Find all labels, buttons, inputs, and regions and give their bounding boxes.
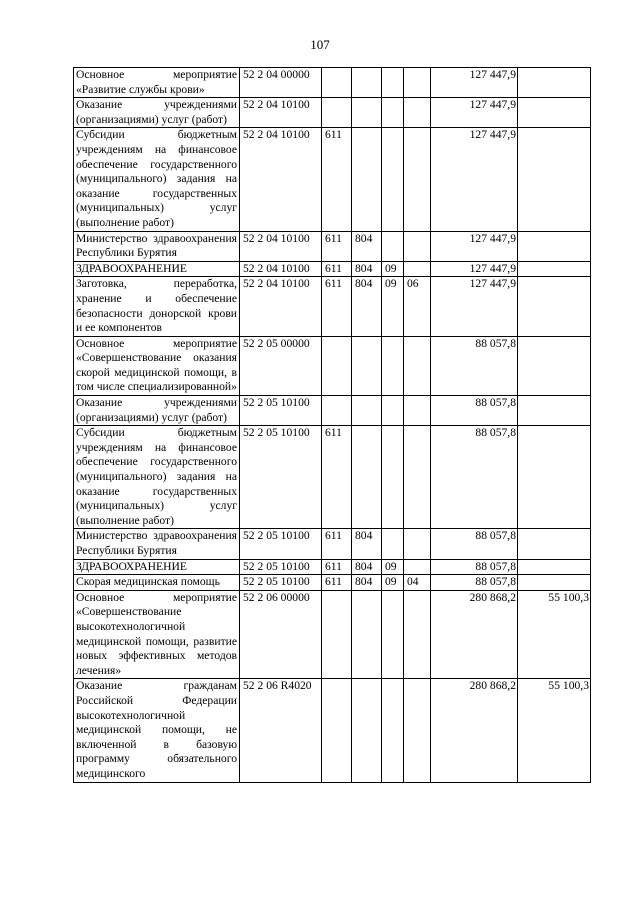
cell-amount: 280 868,2 bbox=[431, 590, 518, 679]
budget-table bbox=[73, 67, 591, 783]
cell-name: Министерство здравоохранения Республики Бурятия bbox=[74, 529, 240, 559]
cell-expense-type: 611 bbox=[322, 426, 352, 529]
cell-expense-type: 611 bbox=[322, 128, 352, 231]
cell-target-code: 52 2 04 10100 bbox=[240, 128, 322, 231]
cell-name: Основное мероприятие «Совершенствование высокотехнологичной медицинской помощи, развитие новых эффективных методов лечения» bbox=[74, 590, 240, 679]
table-row bbox=[74, 98, 591, 128]
cell-subsection: 06 bbox=[404, 277, 431, 336]
cell-target-code: 52 2 06 R4020 bbox=[240, 679, 322, 782]
cell-amount: 127 447,9 bbox=[431, 277, 518, 336]
cell-section bbox=[382, 529, 404, 559]
cell-expense-type bbox=[322, 679, 352, 782]
cell-expense-type: 611 bbox=[322, 277, 352, 336]
cell-amount: 280 868,2 bbox=[431, 679, 518, 782]
table-row bbox=[74, 128, 591, 231]
cell-target-code: 52 2 04 10100 bbox=[240, 98, 322, 128]
cell-section bbox=[382, 336, 404, 395]
cell-subsection bbox=[404, 68, 431, 98]
cell-subsection: 04 bbox=[404, 575, 431, 591]
cell-ministry-code bbox=[352, 426, 382, 529]
cell-amount-federal: 55 100,3 bbox=[518, 590, 591, 679]
cell-target-code: 52 2 05 10100 bbox=[240, 529, 322, 559]
cell-subsection bbox=[404, 98, 431, 128]
cell-section bbox=[382, 679, 404, 782]
cell-ministry-code bbox=[352, 396, 382, 426]
cell-section: 09 bbox=[382, 261, 404, 277]
cell-amount: 127 447,9 bbox=[431, 128, 518, 231]
cell-ministry-code: 804 bbox=[352, 575, 382, 591]
cell-expense-type bbox=[322, 336, 352, 395]
table-row bbox=[74, 396, 591, 426]
cell-amount-federal bbox=[518, 529, 591, 559]
cell-ministry-code bbox=[352, 336, 382, 395]
table-row bbox=[74, 68, 591, 98]
cell-amount: 127 447,9 bbox=[431, 231, 518, 261]
cell-amount-federal bbox=[518, 128, 591, 231]
cell-section bbox=[382, 98, 404, 128]
cell-subsection bbox=[404, 336, 431, 395]
cell-target-code: 52 2 06 00000 bbox=[240, 590, 322, 679]
cell-amount: 88 057,8 bbox=[431, 529, 518, 559]
cell-name: ЗДРАВООХРАНЕНИЕ bbox=[74, 559, 240, 575]
cell-name: Основное мероприятие «Совершенствование оказания скорой медицинской помощи, в том числе специализированной» bbox=[74, 336, 240, 395]
cell-subsection bbox=[404, 128, 431, 231]
cell-amount: 88 057,8 bbox=[431, 575, 518, 591]
cell-section bbox=[382, 68, 404, 98]
cell-amount: 127 447,9 bbox=[431, 98, 518, 128]
cell-section bbox=[382, 231, 404, 261]
cell-subsection bbox=[404, 559, 431, 575]
cell-expense-type bbox=[322, 68, 352, 98]
cell-amount-federal bbox=[518, 336, 591, 395]
cell-target-code: 52 2 04 10100 bbox=[240, 277, 322, 336]
cell-amount: 88 057,8 bbox=[431, 559, 518, 575]
cell-subsection bbox=[404, 679, 431, 782]
cell-name: Скорая медицинская помощь bbox=[74, 575, 240, 591]
cell-amount: 127 447,9 bbox=[431, 261, 518, 277]
cell-amount-federal bbox=[518, 231, 591, 261]
cell-expense-type: 611 bbox=[322, 261, 352, 277]
cell-subsection bbox=[404, 396, 431, 426]
cell-amount-federal bbox=[518, 426, 591, 529]
cell-amount-federal bbox=[518, 396, 591, 426]
table-row bbox=[74, 679, 591, 782]
cell-ministry-code: 804 bbox=[352, 529, 382, 559]
cell-amount: 88 057,8 bbox=[431, 426, 518, 529]
cell-expense-type: 611 bbox=[322, 559, 352, 575]
cell-name: Министерство здравоохранения Республики Бурятия bbox=[74, 231, 240, 261]
cell-section bbox=[382, 128, 404, 231]
cell-section: 09 bbox=[382, 277, 404, 336]
cell-subsection bbox=[404, 426, 431, 529]
cell-expense-type bbox=[322, 590, 352, 679]
table-row bbox=[74, 336, 591, 395]
cell-amount-federal bbox=[518, 277, 591, 336]
cell-target-code: 52 2 04 00000 bbox=[240, 68, 322, 98]
cell-ministry-code bbox=[352, 98, 382, 128]
cell-expense-type: 611 bbox=[322, 529, 352, 559]
cell-amount-federal bbox=[518, 559, 591, 575]
cell-expense-type: 611 bbox=[322, 231, 352, 261]
page-number: 107 bbox=[310, 37, 330, 52]
cell-ministry-code bbox=[352, 679, 382, 782]
cell-name: Оказание гражданам Российской Федерации высокотехнологичной медицинской помощи, не включенной в базовую программу обязательного медицинского bbox=[74, 679, 240, 782]
table-row bbox=[74, 277, 591, 336]
cell-name: Основное мероприятие «Развитие службы крови» bbox=[74, 68, 240, 98]
cell-target-code: 52 2 05 00000 bbox=[240, 336, 322, 395]
cell-amount-federal bbox=[518, 98, 591, 128]
cell-target-code: 52 2 04 10100 bbox=[240, 231, 322, 261]
cell-amount: 88 057,8 bbox=[431, 396, 518, 426]
cell-target-code: 52 2 05 10100 bbox=[240, 559, 322, 575]
cell-ministry-code bbox=[352, 128, 382, 231]
cell-name: Оказание учреждениями (организациями) услуг (работ) bbox=[74, 396, 240, 426]
cell-ministry-code bbox=[352, 590, 382, 679]
table-row bbox=[74, 575, 591, 591]
cell-amount-federal: 55 100,3 bbox=[518, 679, 591, 782]
cell-ministry-code: 804 bbox=[352, 261, 382, 277]
cell-section: 09 bbox=[382, 559, 404, 575]
cell-section bbox=[382, 590, 404, 679]
cell-subsection bbox=[404, 261, 431, 277]
cell-section: 09 bbox=[382, 575, 404, 591]
cell-amount: 127 447,9 bbox=[431, 68, 518, 98]
cell-target-code: 52 2 05 10100 bbox=[240, 396, 322, 426]
cell-expense-type: 611 bbox=[322, 575, 352, 591]
cell-ministry-code bbox=[352, 68, 382, 98]
table-row bbox=[74, 426, 591, 529]
cell-name: Субсидии бюджетным учреждениям на финансовое обеспечение государственного (муниципального) задания на оказание государственных (муниципальных) услуг (выполнение работ) bbox=[74, 128, 240, 231]
table-row bbox=[74, 559, 591, 575]
cell-name: Оказание учреждениями (организациями) услуг (работ) bbox=[74, 98, 240, 128]
cell-amount-federal bbox=[518, 261, 591, 277]
cell-amount-federal bbox=[518, 68, 591, 98]
cell-target-code: 52 2 05 10100 bbox=[240, 575, 322, 591]
cell-amount-federal bbox=[518, 575, 591, 591]
cell-subsection bbox=[404, 529, 431, 559]
cell-amount: 88 057,8 bbox=[431, 336, 518, 395]
cell-ministry-code: 804 bbox=[352, 559, 382, 575]
table-row bbox=[74, 261, 591, 277]
cell-ministry-code: 804 bbox=[352, 277, 382, 336]
cell-target-code: 52 2 05 10100 bbox=[240, 426, 322, 529]
cell-expense-type bbox=[322, 98, 352, 128]
table-body bbox=[74, 68, 591, 783]
cell-name: Заготовка, переработка, хранение и обеспечение безопасности донорской крови и ее компонентов bbox=[74, 277, 240, 336]
table-row bbox=[74, 529, 591, 559]
table-row bbox=[74, 231, 591, 261]
cell-name: Субсидии бюджетным учреждениям на финансовое обеспечение государственного (муниципального) задания на оказание государственных (муниципальных) услуг (выполнение работ) bbox=[74, 426, 240, 529]
cell-subsection bbox=[404, 590, 431, 679]
cell-expense-type bbox=[322, 396, 352, 426]
cell-name: ЗДРАВООХРАНЕНИЕ bbox=[74, 261, 240, 277]
cell-section bbox=[382, 426, 404, 529]
cell-section bbox=[382, 396, 404, 426]
cell-subsection bbox=[404, 231, 431, 261]
table-row bbox=[74, 590, 591, 679]
cell-target-code: 52 2 04 10100 bbox=[240, 261, 322, 277]
cell-ministry-code: 804 bbox=[352, 231, 382, 261]
